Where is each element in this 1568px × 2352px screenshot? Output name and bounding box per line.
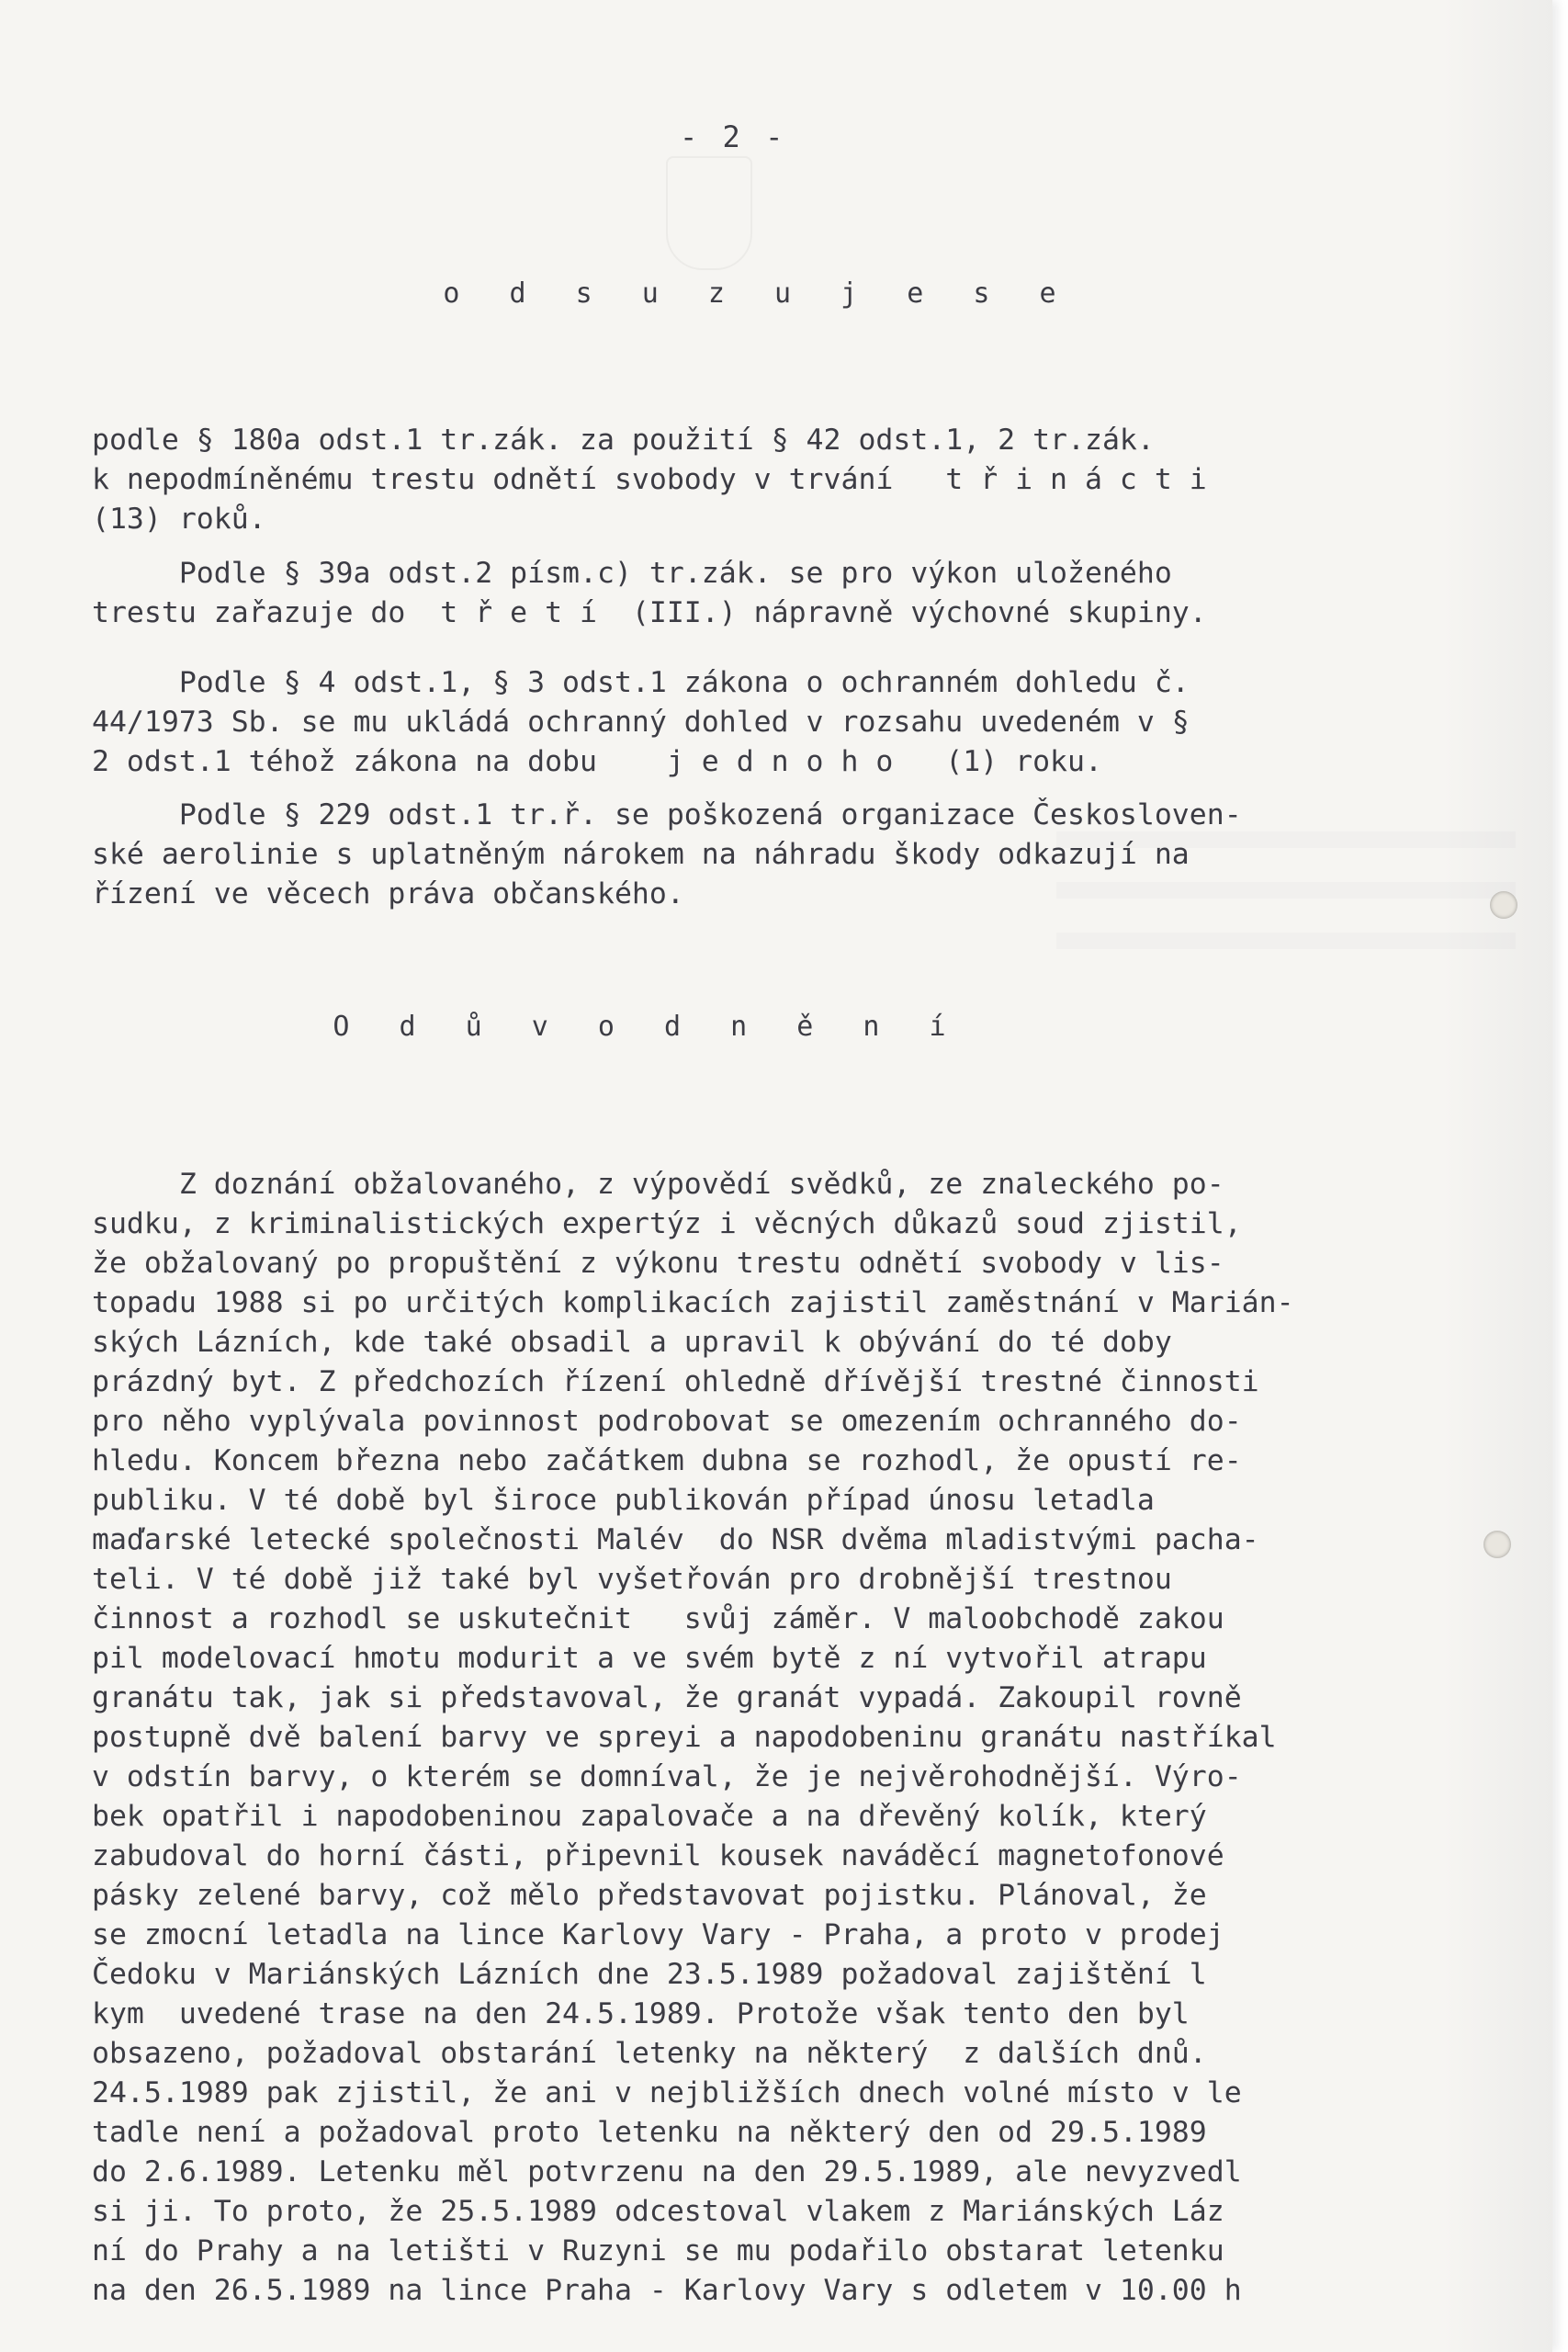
supervision-paragraph: Podle § 4 odst.1, § 3 odst.1 zákona o ochranném dohledu č. 44/1973 Sb. se mu ukládá ochranný dohled v rozsahu uvedeném v § 2 odst.1 téhož zákona na dobu j e d n o h o (1) roku. — [92, 666, 1190, 778]
sentence-paragraph: podle § 180a odst.1 tr.zák. za použití § 42 odst.1, 2 tr.zák. k nepodmíněnému trestu odnětí svobody v trvání t ř i n á c t i (13) roků. — [92, 424, 1207, 536]
punch-hole — [1483, 1531, 1511, 1558]
reasoning-paragraph: Z doznání obžalovaného, z výpovědí svědků, ze znaleckého po- sudku, z kriminalistických expertýz i věcných důkazů soud zjistil, že obžalovaný po propuštění z výkonu trestu odnětí svobody v lis- topadu 1988 si po určitých komplikacích zajistil zaměstnání v Marián- ských Lázních, kde také obsadil a upravil k obývání do té doby prázdný byt. Z předchozích řízení ohledně dřívější trestné činnosti pro něho vyplývala povinnost podrobovat se omezením ochranného do- hledu. Koncem března nebo začátkem dubna se rozhodl, že opustí re- publiku. V té době byl široce publikován případ únosu letadla maďarské letecké společnosti Malév do NSR dvěma mladistvými pacha- teli. V té době již také byl vyšetřován pro drobnější trestnou činnost a rozhodl se uskutečnit svůj záměr. V maloobchodě zakou pil modelovací hmotu modurit a ve svém bytě z ní vytvořil atrapu granátu tak, jak si představoval, že granát vypadá. Zakoupil rovně postupně dvě balení barvy ve spreyi a napodobeninu granátu nastříkal v odstín barvy, o kterém se domníval, že je nejvěrohodnější. Výro- bek opatřil i napodobeninou zapalovače a na dřevěný kolík, který zabudoval do horní části, připevnil kousek naváděcí magnetofonové pásky zelené barvy, což mělo představovat pojistku. Plánoval, že se zmocní letadla na lince Karlovy Vary - Praha, a proto v prodej Čedoku v Mariánských Lázních dne 23.5.1989 požadoval zajištění l kym uvedené trase na den 24.5.1989. Protože však tento den byl obsazeno, požadoval obstarání letenky na některý z dalších dnů. 24.5.1989 pak zjistil, že ani v nejbližších dnech volné místo v le tadle není a požadoval proto letenku na některý den od 29.5.1989 do 2.6.1989. Letenku měl potvrzenu na den 29.5.1989, ale nevyzvedl si ji. To proto, že 25.5.1989 odcestoval vlakem z Mariánských Láz ní do Prahy a na letišti v Ruzyni se mu podařilo obstarat letenku na den 26.5.1989 na lince Praha - Karlovy Vary s odletem v 10.00 h — [92, 1168, 1294, 2307]
damages-paragraph: Podle § 229 odst.1 tr.ř. se poškozená organizace Českosloven- ské aerolinie s uplatněným nárokem na náhradu škody odkazují na řízení ve věcech práva občanského. — [92, 798, 1242, 910]
reasoning-heading: O d ů v o d n ě n í — [333, 1011, 963, 1043]
page-number: - 2 - — [680, 119, 787, 154]
verdict-heading: o d s u z u j e s e — [443, 277, 1073, 310]
faint-stamp-impression — [666, 156, 752, 270]
show-through-text — [1056, 933, 1516, 949]
prison-group-paragraph: Podle § 39a odst.2 písm.c) tr.zák. se pro výkon uloženého trestu zařazuje do t ř e t í (III.) nápravně výchovné skupiny. — [92, 557, 1207, 629]
punch-hole — [1490, 891, 1517, 919]
